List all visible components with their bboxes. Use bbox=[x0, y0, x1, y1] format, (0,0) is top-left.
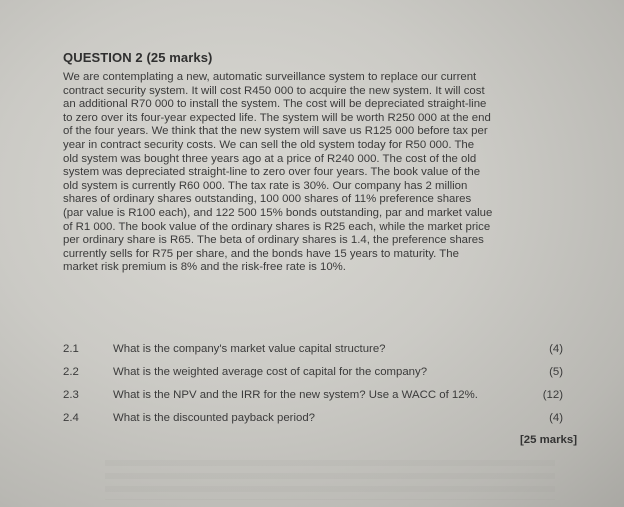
body-line: old system is currently R60 000. The tax rate is 30%. Our company has 2 million bbox=[63, 179, 468, 192]
body-line: (par value is R100 each), and 122 500 15% bonds outstanding, par and market value bbox=[63, 206, 493, 219]
subquestion-number: 2.3 bbox=[63, 389, 79, 401]
subquestion-number: 2.4 bbox=[63, 412, 79, 424]
body-line: of the four years. We think that the new system will save us R125 000 before tax per bbox=[63, 125, 488, 138]
body-line: to zero over its four-year expected life. The system will be worth R250 000 at the end bbox=[63, 111, 491, 124]
subquestion-marks: (4) bbox=[549, 412, 563, 424]
show-through-texture bbox=[105, 460, 555, 500]
body-line: of R1 000. The book value of the ordinary shares is R25 each, while the market price bbox=[63, 220, 491, 233]
subquestion-marks: (4) bbox=[549, 343, 563, 355]
subquestion-text: What is the weighted average cost of capital for the company? bbox=[113, 366, 428, 378]
subquestion-marks: (12) bbox=[542, 389, 563, 401]
subquestion-number: 2.2 bbox=[63, 366, 79, 378]
body-line: contract security system. It will cost R450 000 to acquire the new system. It will cost bbox=[63, 84, 485, 97]
body-line: system was depreciated straight-line to zero over four years. The book value of the bbox=[63, 166, 481, 179]
subquestion-text: What is the company's market value capital structure? bbox=[113, 343, 386, 355]
question-heading: QUESTION 2 (25 marks) bbox=[63, 50, 213, 65]
subquestion-number: 2.1 bbox=[63, 343, 79, 355]
body-line: year in contract security costs. We can sell the old system today for R50 000. The bbox=[63, 138, 475, 151]
total-marks: [25 marks] bbox=[520, 434, 577, 446]
subquestion-row bbox=[63, 389, 563, 405]
subquestion-row bbox=[63, 343, 563, 359]
body-line: currently sells for R75 per share, and the bonds have 15 years to maturity. The bbox=[63, 247, 459, 260]
subquestion-marks: (5) bbox=[549, 366, 563, 378]
body-line: old system was bought three years ago at a price of R240 000. The cost of the old bbox=[63, 152, 477, 165]
body-line: shares of ordinary shares outstanding, 100 000 shares of 11% preference shares bbox=[63, 193, 472, 206]
subquestion-text: What is the NPV and the IRR for the new system? Use a WACC of 12%. bbox=[113, 389, 478, 401]
body-line: per ordinary share is R65. The beta of ordinary shares is 1.4, the preference shares bbox=[63, 234, 484, 247]
subquestion-text: What is the discounted payback period? bbox=[113, 412, 315, 424]
subquestion-row bbox=[63, 366, 563, 382]
subquestion-row bbox=[63, 412, 563, 428]
body-line: We are contemplating a new, automatic surveillance system to replace our current bbox=[63, 71, 477, 83]
body-line: market risk premium is 8% and the risk-free rate is 10%. bbox=[63, 261, 346, 274]
body-line: an additional R70 000 to install the system. The cost will be depreciated straight-line bbox=[63, 98, 487, 111]
question-body bbox=[63, 71, 543, 275]
